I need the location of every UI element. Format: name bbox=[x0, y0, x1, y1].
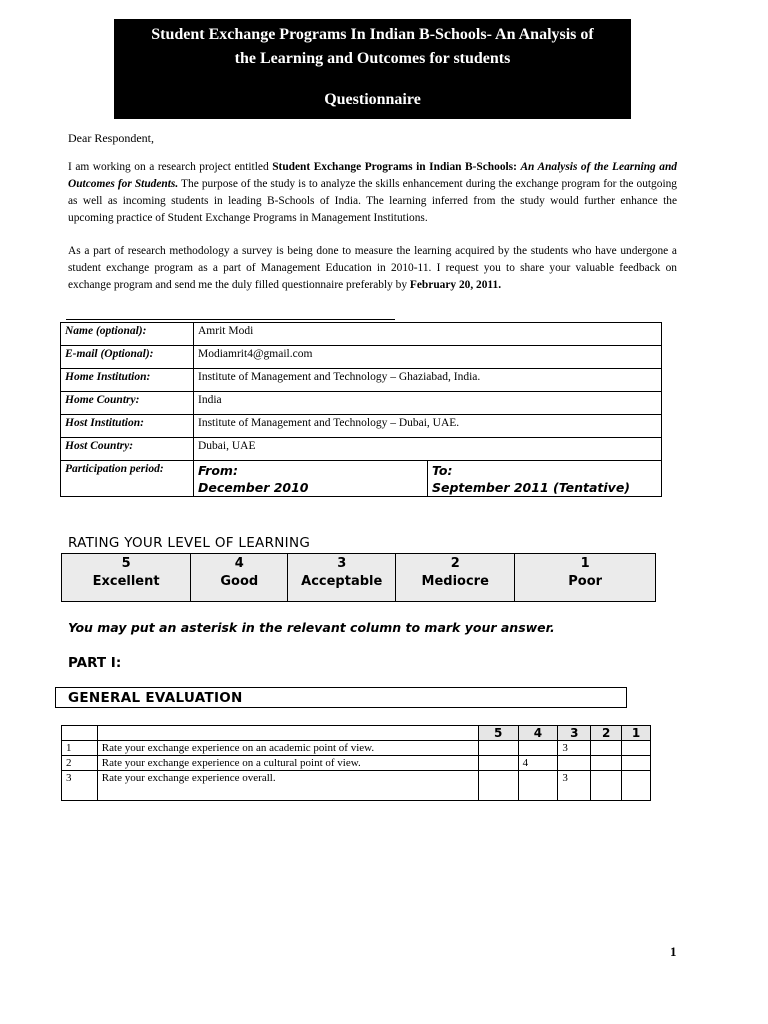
score-column-header: 1 bbox=[622, 726, 651, 741]
rating-label: Mediocre bbox=[421, 574, 489, 589]
row-number: 3 bbox=[62, 771, 98, 801]
header-blank bbox=[62, 726, 98, 741]
row-number: 2 bbox=[62, 756, 98, 771]
table-row bbox=[62, 741, 651, 756]
info-value[interactable]: Dubai, UAE bbox=[194, 438, 662, 461]
info-value[interactable]: Institute of Management and Technology – Ghaziabad, India. bbox=[194, 369, 662, 392]
rating-number: 2 bbox=[450, 556, 460, 571]
evaluation-header-row bbox=[62, 726, 651, 741]
evaluation-table bbox=[61, 725, 651, 801]
score-column-header: 3 bbox=[558, 726, 591, 741]
rating-label: Good bbox=[220, 574, 259, 589]
title-line-1: Student Exchange Programs In Indian B-Schools- An Analysis of bbox=[151, 26, 594, 43]
from-value: December 2010 bbox=[198, 480, 309, 495]
title-banner bbox=[114, 19, 631, 119]
rating-cell bbox=[515, 554, 656, 602]
answer-cell[interactable] bbox=[622, 741, 651, 756]
score-column-header: 4 bbox=[518, 726, 558, 741]
participation-label: Participation period: bbox=[61, 461, 194, 497]
intro-paragraph bbox=[68, 159, 677, 227]
answer-cell[interactable]: 3 bbox=[558, 741, 591, 756]
rating-cell bbox=[191, 554, 288, 602]
to-label: To: bbox=[432, 463, 453, 478]
rating-label: Poor bbox=[568, 574, 603, 589]
table-row bbox=[62, 756, 651, 771]
respondent-info-table bbox=[60, 322, 662, 497]
rating-cell bbox=[288, 554, 396, 602]
divider-line bbox=[66, 319, 395, 320]
info-label: Host Country: bbox=[61, 438, 194, 461]
project-subtitle: An Analysis of the Learning and Outcomes for Students. bbox=[68, 161, 677, 190]
info-value[interactable]: Modiamrit4@gmail.com bbox=[194, 346, 662, 369]
rating-title: RATING YOUR LEVEL OF LEARNING bbox=[68, 535, 311, 551]
info-label: Home Country: bbox=[61, 392, 194, 415]
rating-label: Excellent bbox=[92, 574, 160, 589]
participation-row bbox=[61, 461, 662, 497]
info-value[interactable]: Institute of Management and Technology – Dubai, UAE. bbox=[194, 415, 662, 438]
header-blank bbox=[97, 726, 478, 741]
info-row bbox=[61, 346, 662, 369]
intro-text: I am working on a research project entitled bbox=[68, 161, 273, 173]
project-title: Student Exchange Programs in Indian B-Schools: bbox=[272, 161, 521, 173]
instruction-text: You may put an asterisk in the relevant column to mark your answer. bbox=[68, 620, 555, 635]
answer-cell[interactable] bbox=[591, 741, 622, 756]
rating-label: Acceptable bbox=[301, 574, 383, 589]
subtitle: Questionnaire bbox=[324, 91, 421, 108]
rating-number: 5 bbox=[121, 556, 131, 571]
info-label: Name (optional): bbox=[61, 323, 194, 346]
answer-cell[interactable] bbox=[478, 756, 518, 771]
score-column-header: 2 bbox=[591, 726, 622, 741]
info-row bbox=[61, 438, 662, 461]
section-title: GENERAL EVALUATION bbox=[55, 687, 627, 708]
rating-number: 4 bbox=[234, 556, 244, 571]
row-number: 1 bbox=[62, 741, 98, 756]
page-number: 1 bbox=[670, 944, 677, 959]
info-label: Home Institution: bbox=[61, 369, 194, 392]
rating-cell bbox=[396, 554, 515, 602]
question-text: Rate your exchange experience on an academic point of view. bbox=[97, 741, 478, 756]
info-row bbox=[61, 323, 662, 346]
to-value: September 2011 (Tentative) bbox=[432, 480, 631, 495]
from-label: From: bbox=[198, 463, 238, 478]
info-label: E-mail (Optional): bbox=[61, 346, 194, 369]
answer-cell[interactable]: 3 bbox=[558, 771, 591, 801]
rating-number: 1 bbox=[580, 556, 590, 571]
info-value[interactable]: India bbox=[194, 392, 662, 415]
info-row bbox=[61, 415, 662, 438]
info-label: Host Institution: bbox=[61, 415, 194, 438]
info-row bbox=[61, 392, 662, 415]
answer-cell[interactable] bbox=[591, 771, 622, 801]
question-text: Rate your exchange experience on a cultural point of view. bbox=[97, 756, 478, 771]
info-row bbox=[61, 369, 662, 392]
question-text: Rate your exchange experience overall. bbox=[97, 771, 478, 801]
answer-cell[interactable] bbox=[478, 741, 518, 756]
to-cell[interactable] bbox=[428, 461, 662, 497]
title-line-2: the Learning and Outcomes for students bbox=[234, 50, 511, 67]
rating-number: 3 bbox=[337, 556, 347, 571]
info-value[interactable]: Amrit Modi bbox=[194, 323, 662, 346]
answer-cell[interactable]: 4 bbox=[518, 756, 558, 771]
from-cell[interactable] bbox=[194, 461, 428, 497]
methodology-paragraph bbox=[68, 243, 677, 294]
answer-cell[interactable] bbox=[558, 756, 591, 771]
answer-cell[interactable] bbox=[622, 756, 651, 771]
answer-cell[interactable] bbox=[518, 771, 558, 801]
rating-scale-table bbox=[61, 553, 656, 602]
answer-cell[interactable] bbox=[622, 771, 651, 801]
answer-cell[interactable] bbox=[518, 741, 558, 756]
answer-cell[interactable] bbox=[591, 756, 622, 771]
part-heading: PART I: bbox=[68, 655, 122, 671]
score-column-header: 5 bbox=[478, 726, 518, 741]
answer-cell[interactable] bbox=[478, 771, 518, 801]
methodology-text: As a part of research methodology a survey is being done to measure the learning acquired by the students who have undergone a student exchange program as a part of Management Education in 2010-11. I request you to share your valuable feedback on exchange program and send me the duly filled questionnaire preferably by bbox=[68, 245, 677, 291]
table-row bbox=[62, 771, 651, 801]
rating-cell bbox=[62, 554, 191, 602]
deadline-date: February 20, 2011. bbox=[409, 279, 502, 291]
intro-text-cont: The purpose of the study is to analyze the skills enhancement during the exchange program for the outgoing as well as incoming students in leading B-Schools of India. The learning inferred from the study would further enhance the upcoming practice of Student Exchange Programs in Management Institutions. bbox=[68, 178, 677, 224]
greeting: Dear Respondent, bbox=[68, 131, 154, 145]
